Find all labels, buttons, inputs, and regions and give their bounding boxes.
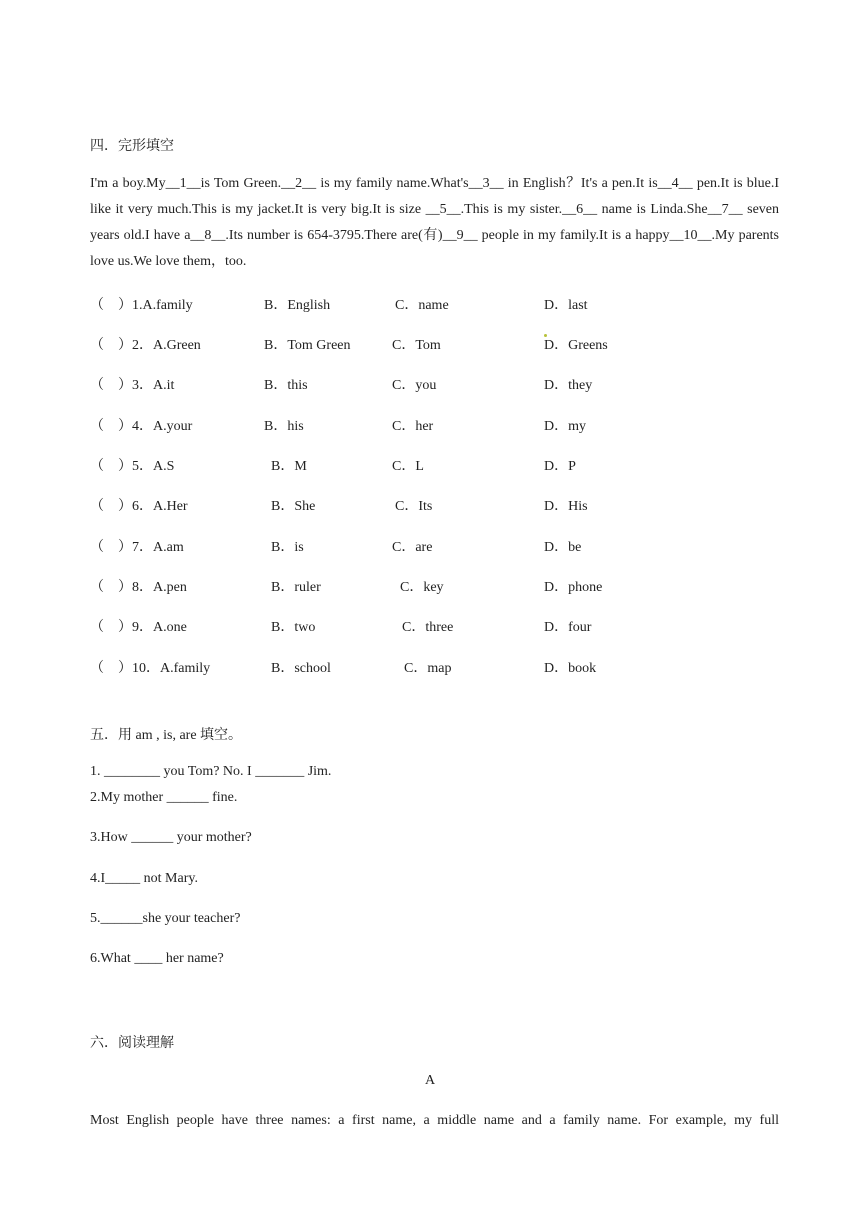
cloze-question-9 — [90, 616, 790, 636]
option-c: C．are — [392, 540, 433, 555]
option-d: D．His — [544, 499, 588, 514]
option-c: C．L — [392, 459, 424, 474]
option-d: D．book — [544, 661, 597, 676]
option-d: D．phone — [544, 580, 603, 595]
cloze-question-7 — [90, 536, 790, 556]
fill-in-item-2: 2.My mother ______ fine. — [90, 790, 238, 805]
cloze-question-8 — [90, 576, 790, 596]
option-d-text: D．Greens — [544, 338, 608, 353]
option-b: B．M — [271, 459, 307, 474]
cloze-question-3 — [90, 374, 790, 394]
question-number-option-a: （ ）7．A.am — [90, 540, 184, 555]
option-c: C．Its — [395, 499, 433, 514]
option-b: B．two — [271, 620, 316, 635]
section-5-heading: 五．用 am , is, are 填空。 — [90, 728, 243, 743]
cloze-question-1 — [90, 294, 790, 314]
option-d: D．be — [544, 540, 582, 555]
fill-in-item-4: 4.I_____ not Mary. — [90, 871, 198, 886]
option-b: B．Tom Green — [264, 338, 351, 353]
option-c: C．Tom — [392, 338, 441, 353]
fill-in-item-6: 6.What ____ her name? — [90, 951, 224, 966]
fill-in-item-1: 1. ________ you Tom? No. I _______ Jim. — [90, 764, 332, 779]
option-b: B．is — [271, 540, 304, 555]
passage-label-a: A — [424, 1073, 436, 1088]
cloze-question-6 — [90, 495, 790, 515]
question-number-option-a: （ ）6．A.Her — [90, 499, 188, 514]
option-d: D．last — [544, 298, 588, 313]
cloze-question-5 — [90, 455, 790, 475]
section-6-heading: 六．阅读理解 — [90, 1036, 174, 1051]
question-number-option-a: （ ）3．A.it — [90, 378, 175, 393]
option-d: D．four — [544, 620, 592, 635]
question-number-option-a: （ ）9．A.one — [90, 620, 187, 635]
option-b: B．this — [264, 378, 308, 393]
option-c: C．you — [392, 378, 437, 393]
option-d: D．they — [544, 378, 593, 393]
option-b: B．English — [264, 298, 331, 313]
option-d: D．P — [544, 459, 576, 474]
cloze-question-2 — [90, 334, 790, 354]
question-number-option-a: （ ）10．A.family — [90, 661, 211, 676]
question-number-option-a: （ ）4．A.your — [90, 419, 193, 434]
option-b: B．She — [271, 499, 316, 514]
section-4-heading: 四．完形填空 — [90, 139, 174, 154]
option-c: C．three — [402, 620, 454, 635]
option-c: C．map — [404, 661, 452, 676]
fill-in-item-3: 3.How ______ your mother? — [90, 830, 252, 845]
cloze-passage: I'm a boy.My__1__is Tom Green.__2__ is my family name.What's__3__ in English？It's a pen.It is__4__ pen.It is blue.I like it very much.This is my jacket.It is very big.It is size __5__.This is my sister.__6__ name is Linda.She__7__ seven years old.I have a__8__.Its number is 654-3795.There are(有)__9__ people in my family.It is a happy__10__.My parents love us.We love them，too. — [90, 176, 779, 269]
question-number-option-a: （ ）5．A.S — [90, 459, 175, 474]
question-number-option-a: （ ）1.A.family — [90, 298, 193, 313]
option-b: B．school — [271, 661, 331, 676]
cloze-question-4 — [90, 415, 790, 435]
option-c: C．her — [392, 419, 434, 434]
option-b: B．ruler — [271, 580, 321, 595]
option-b: B．his — [264, 419, 304, 434]
question-number-option-a: （ ）2．A.Green — [90, 338, 201, 353]
option-c: C．name — [395, 298, 449, 313]
option-c: C．key — [400, 580, 444, 595]
fill-in-item-5: 5.______she your teacher? — [90, 911, 241, 926]
cloze-question-10 — [90, 657, 790, 677]
question-number-option-a: （ ）8．A.pen — [90, 580, 187, 595]
annotation-dot-icon — [544, 334, 547, 337]
reading-passage-first-line: Most English people have three names: a first name, a middle name and a family name. For example, my full — [90, 1113, 779, 1128]
option-d: D．my — [544, 419, 586, 434]
